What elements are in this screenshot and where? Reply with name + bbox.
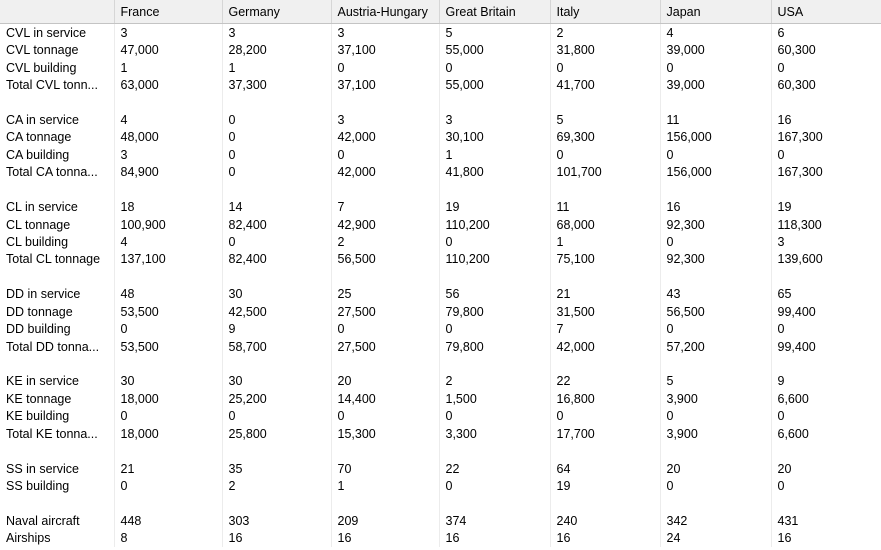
value-cell: 21 (114, 460, 222, 477)
value-cell: 5 (439, 24, 550, 42)
column-header-usa[interactable]: USA (771, 0, 881, 24)
value-cell: 0 (771, 146, 881, 163)
row-label-cell: CA tonnage (0, 129, 114, 146)
value-cell: 55,000 (439, 41, 550, 58)
value-cell: 3 (331, 111, 439, 128)
value-cell: 1 (114, 59, 222, 76)
value-cell: 14 (222, 198, 331, 215)
value-cell (114, 443, 222, 460)
row-label-cell: CL in service (0, 198, 114, 215)
row-label-cell (0, 94, 114, 111)
row-label-cell: SS building (0, 477, 114, 494)
value-cell: 42,000 (331, 129, 439, 146)
value-cell: 374 (439, 512, 550, 529)
value-cell (439, 355, 550, 372)
value-cell: 16,800 (550, 390, 660, 407)
value-cell: 0 (771, 477, 881, 494)
value-cell (550, 94, 660, 111)
row-label-cell: KE building (0, 408, 114, 425)
value-cell: 79,800 (439, 303, 550, 320)
table-row[interactable] (0, 320, 881, 337)
value-cell: 3,900 (660, 390, 771, 407)
value-cell: 0 (660, 59, 771, 76)
value-cell: 16 (771, 530, 881, 547)
value-cell: 39,000 (660, 76, 771, 93)
value-cell: 41,700 (550, 76, 660, 93)
value-cell: 3 (331, 24, 439, 42)
row-label-cell: Total KE tonna... (0, 425, 114, 442)
value-cell (114, 94, 222, 111)
value-cell: 24 (660, 530, 771, 547)
value-cell (550, 355, 660, 372)
value-cell: 167,300 (771, 164, 881, 181)
row-label-cell (0, 355, 114, 372)
value-cell (660, 495, 771, 512)
value-cell: 3,300 (439, 425, 550, 442)
value-cell: 6 (771, 24, 881, 42)
value-cell: 16 (439, 530, 550, 547)
value-cell: 53,500 (114, 303, 222, 320)
value-cell: 0 (222, 129, 331, 146)
value-cell (114, 181, 222, 198)
value-cell: 0 (771, 59, 881, 76)
value-cell: 18,000 (114, 390, 222, 407)
value-cell (439, 268, 550, 285)
value-cell (771, 94, 881, 111)
row-label-cell: CA building (0, 146, 114, 163)
row-label-cell: CVL in service (0, 24, 114, 42)
value-cell: 0 (331, 146, 439, 163)
spacer-row (0, 94, 881, 111)
value-cell: 82,400 (222, 216, 331, 233)
value-cell (660, 181, 771, 198)
value-cell (331, 495, 439, 512)
value-cell: 0 (439, 59, 550, 76)
value-cell: 58,700 (222, 338, 331, 355)
value-cell: 42,500 (222, 303, 331, 320)
value-cell: 1 (222, 59, 331, 76)
value-cell: 42,000 (331, 164, 439, 181)
table-row[interactable] (0, 41, 881, 58)
value-cell: 30 (114, 373, 222, 390)
value-cell: 6,600 (771, 425, 881, 442)
value-cell: 99,400 (771, 338, 881, 355)
value-cell: 28,200 (222, 41, 331, 58)
value-cell: 55,000 (439, 76, 550, 93)
table-row[interactable] (0, 338, 881, 355)
column-header-italy[interactable]: Italy (550, 0, 660, 24)
value-cell (114, 495, 222, 512)
value-cell: 2 (439, 373, 550, 390)
value-cell: 16 (222, 530, 331, 547)
value-cell: 100,900 (114, 216, 222, 233)
row-label-cell: CA in service (0, 111, 114, 128)
table-row[interactable] (0, 512, 881, 529)
value-cell (550, 268, 660, 285)
value-cell: 41,800 (439, 164, 550, 181)
value-cell: 15,300 (331, 425, 439, 442)
value-cell: 101,700 (550, 164, 660, 181)
value-cell (439, 495, 550, 512)
value-cell: 43 (660, 286, 771, 303)
value-cell: 20 (660, 460, 771, 477)
value-cell: 79,800 (439, 338, 550, 355)
value-cell: 84,900 (114, 164, 222, 181)
value-cell: 16 (660, 198, 771, 215)
value-cell (331, 355, 439, 372)
column-header-france[interactable]: France (114, 0, 222, 24)
spacer-row (0, 443, 881, 460)
row-label-cell: DD in service (0, 286, 114, 303)
value-cell: 92,300 (660, 251, 771, 268)
value-cell (550, 181, 660, 198)
value-cell: 4 (114, 111, 222, 128)
value-cell: 110,200 (439, 251, 550, 268)
value-cell (222, 443, 331, 460)
value-cell (222, 268, 331, 285)
value-cell: 0 (222, 233, 331, 250)
value-cell: 139,600 (771, 251, 881, 268)
value-cell: 42,000 (550, 338, 660, 355)
value-cell: 37,100 (331, 41, 439, 58)
column-header-japan[interactable]: Japan (660, 0, 771, 24)
value-cell: 11 (550, 198, 660, 215)
value-cell: 0 (439, 477, 550, 494)
value-cell: 60,300 (771, 41, 881, 58)
value-cell: 18,000 (114, 425, 222, 442)
value-cell: 0 (660, 477, 771, 494)
value-cell: 2 (222, 477, 331, 494)
value-cell: 56,500 (660, 303, 771, 320)
value-cell: 0 (331, 408, 439, 425)
value-cell: 0 (771, 320, 881, 337)
value-cell: 70 (331, 460, 439, 477)
value-cell: 19 (439, 198, 550, 215)
value-cell: 69,300 (550, 129, 660, 146)
value-cell: 37,300 (222, 76, 331, 93)
value-cell: 3,900 (660, 425, 771, 442)
value-cell: 20 (331, 373, 439, 390)
table-row[interactable] (0, 76, 881, 93)
value-cell: 31,800 (550, 41, 660, 58)
value-cell (114, 355, 222, 372)
table-row[interactable] (0, 460, 881, 477)
value-cell: 75,100 (550, 251, 660, 268)
value-cell: 0 (331, 59, 439, 76)
value-cell (331, 181, 439, 198)
value-cell: 0 (114, 477, 222, 494)
value-cell: 22 (550, 373, 660, 390)
value-cell (222, 495, 331, 512)
value-cell: 0 (660, 146, 771, 163)
value-cell (114, 268, 222, 285)
value-cell: 110,200 (439, 216, 550, 233)
value-cell: 37,100 (331, 76, 439, 93)
row-label-cell: DD tonnage (0, 303, 114, 320)
value-cell: 156,000 (660, 164, 771, 181)
value-cell: 3 (439, 111, 550, 128)
value-cell (222, 181, 331, 198)
value-cell: 342 (660, 512, 771, 529)
value-cell: 1 (550, 233, 660, 250)
table-row[interactable] (0, 425, 881, 442)
value-cell: 25 (331, 286, 439, 303)
value-cell (660, 268, 771, 285)
value-cell: 30 (222, 373, 331, 390)
value-cell: 0 (550, 408, 660, 425)
table-row[interactable] (0, 477, 881, 494)
value-cell: 14,400 (331, 390, 439, 407)
table-row[interactable] (0, 129, 881, 146)
row-label-cell: Total CVL tonn... (0, 76, 114, 93)
row-label-cell: Naval aircraft (0, 512, 114, 529)
value-cell: 39,000 (660, 41, 771, 58)
value-cell: 1 (439, 146, 550, 163)
value-cell (550, 443, 660, 460)
value-cell: 9 (222, 320, 331, 337)
value-cell: 19 (550, 477, 660, 494)
value-cell: 156,000 (660, 129, 771, 146)
spacer-row (0, 495, 881, 512)
value-cell (771, 268, 881, 285)
table-row[interactable] (0, 408, 881, 425)
value-cell: 16 (331, 530, 439, 547)
value-cell (331, 443, 439, 460)
table-row[interactable] (0, 303, 881, 320)
value-cell (771, 355, 881, 372)
value-cell (550, 495, 660, 512)
value-cell: 3 (114, 24, 222, 42)
table-body (0, 24, 881, 548)
value-cell: 68,000 (550, 216, 660, 233)
header-row (0, 0, 881, 24)
value-cell: 6,600 (771, 390, 881, 407)
value-cell: 137,100 (114, 251, 222, 268)
spacer-row (0, 355, 881, 372)
row-label-cell (0, 181, 114, 198)
value-cell: 4 (660, 24, 771, 42)
value-cell: 17,700 (550, 425, 660, 442)
value-cell: 65 (771, 286, 881, 303)
value-cell: 57,200 (660, 338, 771, 355)
table-row[interactable] (0, 59, 881, 76)
value-cell: 9 (771, 373, 881, 390)
value-cell: 0 (222, 146, 331, 163)
value-cell: 0 (660, 320, 771, 337)
value-cell: 47,000 (114, 41, 222, 58)
table-row[interactable] (0, 390, 881, 407)
row-label-cell (0, 443, 114, 460)
value-cell: 82,400 (222, 251, 331, 268)
value-cell: 0 (439, 320, 550, 337)
value-cell: 3 (114, 146, 222, 163)
table-row[interactable] (0, 24, 881, 42)
spacer-row (0, 268, 881, 285)
value-cell (771, 181, 881, 198)
table-row[interactable] (0, 530, 881, 547)
row-label-cell: Total CA tonna... (0, 164, 114, 181)
value-cell: 118,300 (771, 216, 881, 233)
value-cell: 0 (550, 146, 660, 163)
value-cell: 1,500 (439, 390, 550, 407)
value-cell: 0 (222, 408, 331, 425)
value-cell: 30 (222, 286, 331, 303)
value-cell: 0 (771, 408, 881, 425)
value-cell: 11 (660, 111, 771, 128)
value-cell: 19 (771, 198, 881, 215)
value-cell: 30,100 (439, 129, 550, 146)
row-label-cell: SS in service (0, 460, 114, 477)
value-cell: 27,500 (331, 303, 439, 320)
value-cell: 2 (550, 24, 660, 42)
value-cell: 16 (550, 530, 660, 547)
value-cell: 99,400 (771, 303, 881, 320)
row-label-cell: Airships (0, 530, 114, 547)
value-cell: 20 (771, 460, 881, 477)
value-cell: 18 (114, 198, 222, 215)
row-label-cell: CVL tonnage (0, 41, 114, 58)
table-row[interactable] (0, 198, 881, 215)
value-cell: 431 (771, 512, 881, 529)
row-label-cell: KE tonnage (0, 390, 114, 407)
column-header-great-britain[interactable]: Great Britain (439, 0, 550, 24)
value-cell: 4 (114, 233, 222, 250)
value-cell: 0 (114, 320, 222, 337)
value-cell: 8 (114, 530, 222, 547)
table-row[interactable] (0, 111, 881, 128)
row-label-cell (0, 495, 114, 512)
table-row[interactable] (0, 164, 881, 181)
value-cell: 31,500 (550, 303, 660, 320)
value-cell: 0 (439, 233, 550, 250)
value-cell: 3 (222, 24, 331, 42)
value-cell: 167,300 (771, 129, 881, 146)
value-cell: 0 (439, 408, 550, 425)
row-label-cell (0, 268, 114, 285)
value-cell: 1 (331, 477, 439, 494)
value-cell (331, 268, 439, 285)
column-header-row-labels[interactable] (0, 0, 114, 24)
value-cell: 5 (550, 111, 660, 128)
row-label-cell: Total DD tonna... (0, 338, 114, 355)
value-cell: 0 (660, 233, 771, 250)
value-cell: 64 (550, 460, 660, 477)
value-cell: 56,500 (331, 251, 439, 268)
column-header-austria-hungary[interactable]: Austria-Hungary (331, 0, 439, 24)
value-cell: 240 (550, 512, 660, 529)
table-row[interactable] (0, 251, 881, 268)
value-cell: 0 (550, 59, 660, 76)
value-cell (771, 443, 881, 460)
value-cell: 42,900 (331, 216, 439, 233)
value-cell (439, 181, 550, 198)
value-cell (771, 495, 881, 512)
value-cell: 2 (331, 233, 439, 250)
value-cell: 48,000 (114, 129, 222, 146)
value-cell (660, 94, 771, 111)
value-cell: 7 (331, 198, 439, 215)
value-cell: 16 (771, 111, 881, 128)
row-label-cell: Total CL tonnage (0, 251, 114, 268)
value-cell: 25,200 (222, 390, 331, 407)
row-label-cell: CL building (0, 233, 114, 250)
value-cell: 22 (439, 460, 550, 477)
value-cell (222, 355, 331, 372)
value-cell (222, 94, 331, 111)
value-cell (331, 94, 439, 111)
value-cell: 0 (331, 320, 439, 337)
value-cell (439, 443, 550, 460)
value-cell: 303 (222, 512, 331, 529)
value-cell: 21 (550, 286, 660, 303)
table-row[interactable] (0, 216, 881, 233)
value-cell: 63,000 (114, 76, 222, 93)
value-cell: 3 (771, 233, 881, 250)
table-row[interactable] (0, 146, 881, 163)
value-cell: 56 (439, 286, 550, 303)
column-header-germany[interactable]: Germany (222, 0, 331, 24)
value-cell: 35 (222, 460, 331, 477)
value-cell: 7 (550, 320, 660, 337)
value-cell (660, 443, 771, 460)
value-cell (439, 94, 550, 111)
value-cell: 0 (222, 111, 331, 128)
row-label-cell: CL tonnage (0, 216, 114, 233)
value-cell: 27,500 (331, 338, 439, 355)
value-cell: 53,500 (114, 338, 222, 355)
value-cell: 5 (660, 373, 771, 390)
table-row[interactable] (0, 286, 881, 303)
value-cell: 0 (114, 408, 222, 425)
value-cell: 448 (114, 512, 222, 529)
value-cell: 60,300 (771, 76, 881, 93)
row-label-cell: KE in service (0, 373, 114, 390)
value-cell: 92,300 (660, 216, 771, 233)
value-cell: 25,800 (222, 425, 331, 442)
value-cell (660, 355, 771, 372)
table-row[interactable] (0, 373, 881, 390)
row-label-cell: DD building (0, 320, 114, 337)
value-cell: 0 (660, 408, 771, 425)
value-cell: 209 (331, 512, 439, 529)
table-row[interactable] (0, 233, 881, 250)
value-cell: 0 (222, 164, 331, 181)
value-cell: 48 (114, 286, 222, 303)
spacer-row (0, 181, 881, 198)
row-label-cell: CVL building (0, 59, 114, 76)
